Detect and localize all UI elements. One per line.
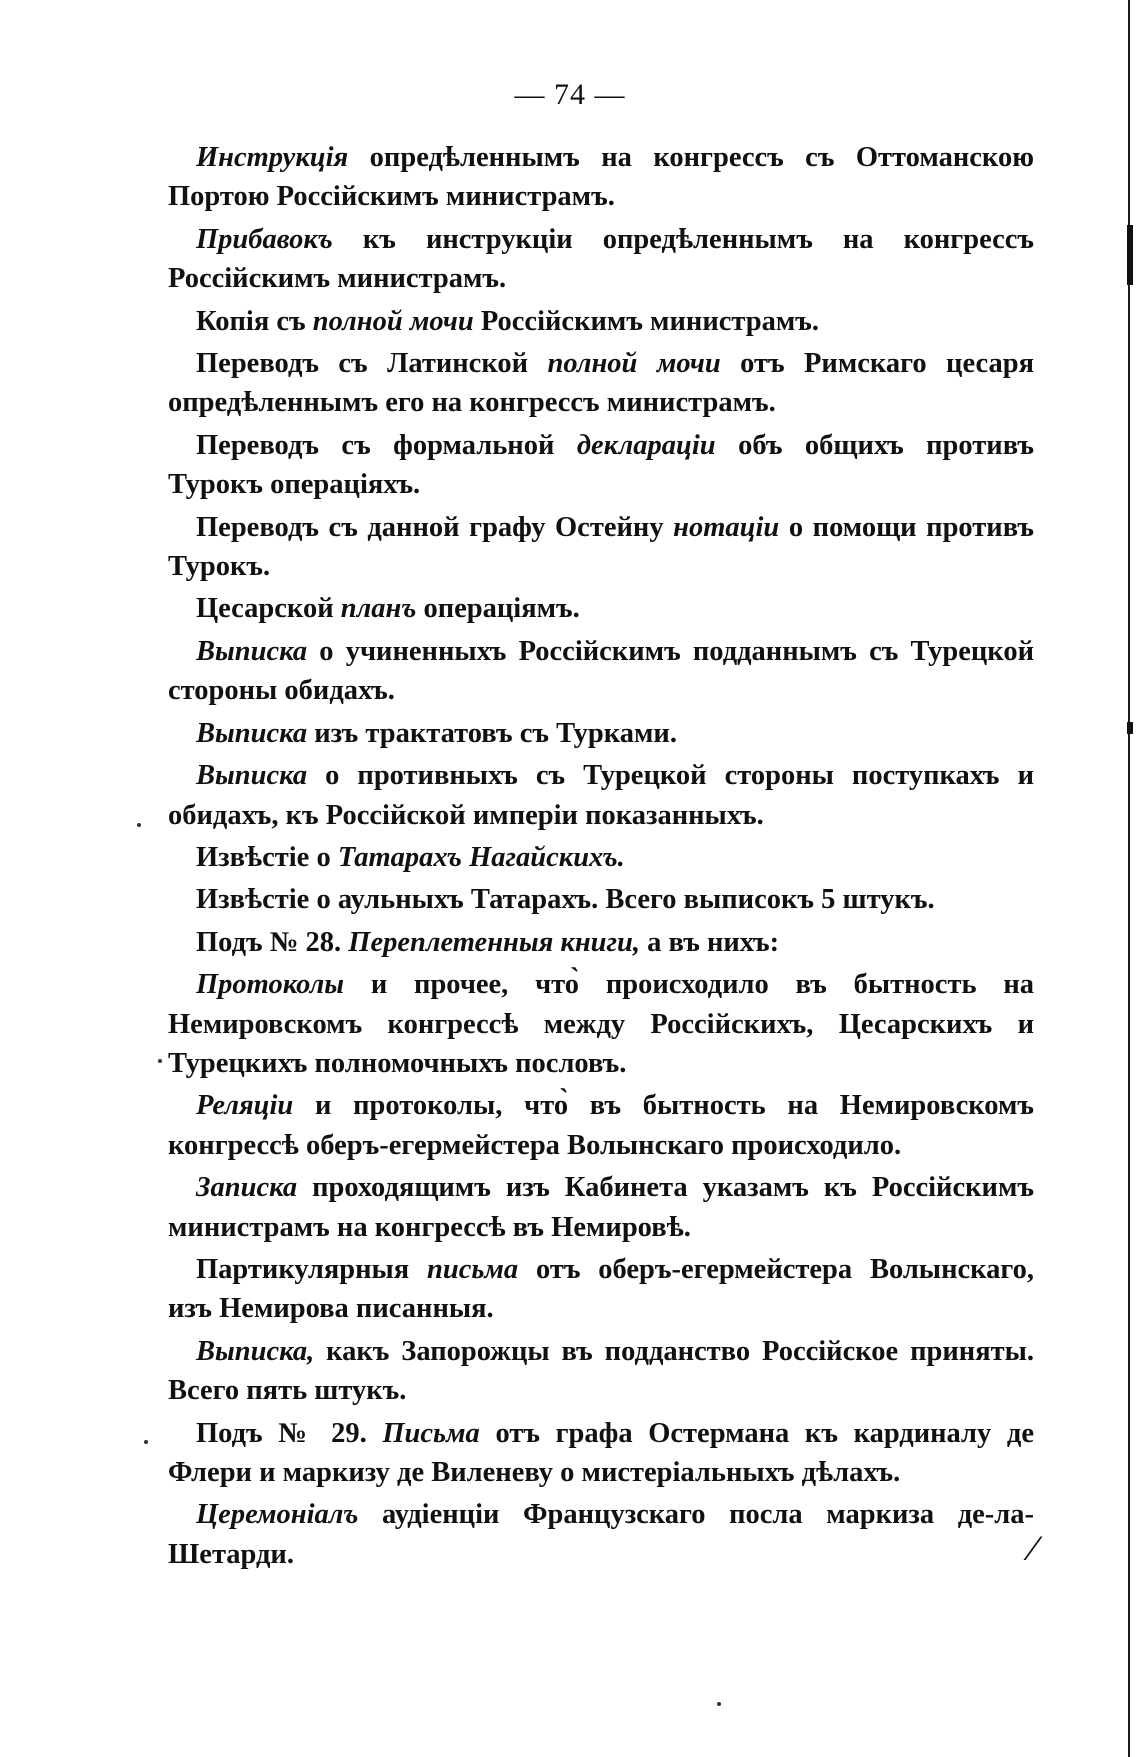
- entry-text: Извѣстіе о аульныхъ Татарахъ. Всего выписокъ 5 штукъ.: [196, 884, 935, 916]
- entry-text: и прочее, что̀ происходило въ бытность на Немировскомъ конгрессѣ между Россійскихъ, Цесарскихъ и Турецкихъ полномочныхъ пословъ.: [168, 969, 1034, 1079]
- entry-emphasis-text: письма: [427, 1253, 519, 1285]
- page-number: — 74 —: [514, 78, 626, 111]
- pencil-tick-mark: ⁄: [1030, 1528, 1037, 1568]
- binding-edge-mark: [1127, 225, 1133, 285]
- entry-emphasis-text: Выписка: [196, 760, 308, 792]
- ink-speck: [137, 823, 141, 827]
- entry-emphasis-text: Выписка: [196, 717, 308, 749]
- entry-emphasis-text: Переплетенныя книги,: [348, 926, 641, 958]
- inventory-entry: [168, 508, 1034, 587]
- entry-emphasis-text: нотаціи: [673, 511, 780, 543]
- entry-text: отъ графа Остермана къ кардиналу де Флери и маркизу де Виленеву о мистеріальныхъ дѣлахъ.: [168, 1417, 1034, 1488]
- entry-text: и протоколы, что̀ въ бытность на Немировскомъ конгрессѣ оберъ-егермейстера Волынскаго происходило.: [168, 1090, 1034, 1161]
- inventory-entry: [168, 1086, 1034, 1165]
- inventory-entry: [168, 838, 1034, 877]
- entry-text: Переводъ съ формальной: [196, 429, 577, 461]
- entry-text: Цесарской: [196, 593, 341, 625]
- entry-text: о противныхъ съ Турецкой стороны поступкахъ и обидахъ, къ Россійской имперіи показанныхъ.: [168, 760, 1034, 831]
- ink-speck: [144, 1440, 148, 1444]
- entry-emphasis-text: Прибавокъ: [196, 223, 333, 255]
- entry-text: отъ оберъ-егермейстера Волынскаго, изъ Немирова писанныя.: [168, 1253, 1034, 1325]
- entry-emphasis-text: полной мочи: [312, 305, 474, 337]
- entry-emphasis-text: Церемоніалъ: [196, 1499, 359, 1531]
- entry-text: Извѣстіе о: [196, 841, 338, 873]
- entry-text: операціямъ.: [416, 593, 580, 625]
- entry-text: какъ Запорожцы въ подданство Россійское приняты. Всего пять штукъ.: [168, 1335, 1034, 1407]
- entry-text: аудіенціи Французскаго посла маркиза де-ла-Шетарди.: [168, 1499, 1034, 1570]
- inventory-entry: [168, 714, 1034, 753]
- entry-text: Копія съ: [196, 305, 313, 337]
- entry-emphasis-text: Выписка: [196, 635, 308, 667]
- entry-text: о помощи противъ Турокъ.: [168, 511, 1035, 583]
- entry-text: изъ трактатовъ съ Турками.: [307, 717, 677, 749]
- inventory-entry: [168, 1495, 1037, 1574]
- entry-emphasis-text: Инструкція: [196, 142, 349, 173]
- entry-emphasis-text: Протоколы: [196, 969, 345, 1001]
- entry-text: опредѣленнымъ на конгрессъ съ Оттоманскою Портою Россійскимъ министрамъ.: [168, 142, 1034, 213]
- inventory-entry: [168, 426, 1034, 505]
- entry-text: Переводъ съ Латинской: [196, 348, 548, 380]
- inventory-entry: [168, 880, 1034, 919]
- entry-text: Россійскимъ министрамъ.: [473, 305, 819, 337]
- inventory-entry: [168, 138, 1034, 217]
- entry-emphasis-text: Татарахъ Нагайскихъ.: [337, 841, 625, 873]
- entry-text: Переводъ съ данной графу Остейну: [196, 511, 674, 543]
- entry-text: о учиненныхъ Россійскимъ подданнымъ съ Турецкой стороны обидахъ.: [168, 635, 1034, 707]
- entry-text: къ инструкціи опредѣленнымъ на конгрессъ Россійскимъ министрамъ.: [168, 223, 1034, 295]
- entry-text: проходящимъ изъ Кабинета указамъ къ Россійскимъ министрамъ на конгрессѣ въ Немировѣ.: [168, 1172, 1034, 1243]
- inventory-entry: [168, 344, 1034, 423]
- entry-emphasis-text: Реляціи: [196, 1090, 294, 1122]
- inventory-entry: [168, 923, 1034, 962]
- entry-text: объ общихъ противъ Турокъ операціяхъ.: [168, 429, 1034, 501]
- entry-emphasis-text: деклараціи: [576, 429, 716, 461]
- binding-edge-mark: [1127, 722, 1133, 734]
- ink-speck: [717, 1702, 721, 1706]
- inventory-entry: [168, 589, 1034, 628]
- entry-emphasis-text: Выписка,: [196, 1335, 315, 1367]
- inventory-entry: [168, 1168, 1034, 1247]
- entry-text: Подъ № 28.: [196, 926, 349, 958]
- entry-text: Подъ № 29.: [196, 1417, 383, 1449]
- inventory-entry: [168, 302, 1034, 341]
- inventory-entry: [168, 965, 1034, 1083]
- entry-text: отъ Римскаго цесаря опредѣленнымъ его на конгрессъ министрамъ.: [168, 348, 1034, 419]
- inventory-entry: [168, 220, 1034, 299]
- inventory-list: [168, 138, 1037, 1577]
- entry-emphasis-text: полной мочи: [547, 348, 721, 380]
- inventory-entry: [168, 632, 1034, 711]
- entry-emphasis-text: Письма: [382, 1417, 480, 1449]
- entry-emphasis-text: планъ: [340, 593, 417, 625]
- inventory-entry: [168, 1414, 1034, 1493]
- entry-text: Партикулярныя: [196, 1253, 428, 1285]
- inventory-entry: [168, 756, 1034, 835]
- inventory-entry: [168, 1250, 1034, 1329]
- inventory-entry: [168, 1332, 1034, 1411]
- entry-text: а въ нихъ:: [640, 926, 780, 958]
- ink-speck: [158, 1059, 162, 1063]
- entry-emphasis-text: Записка: [196, 1172, 298, 1204]
